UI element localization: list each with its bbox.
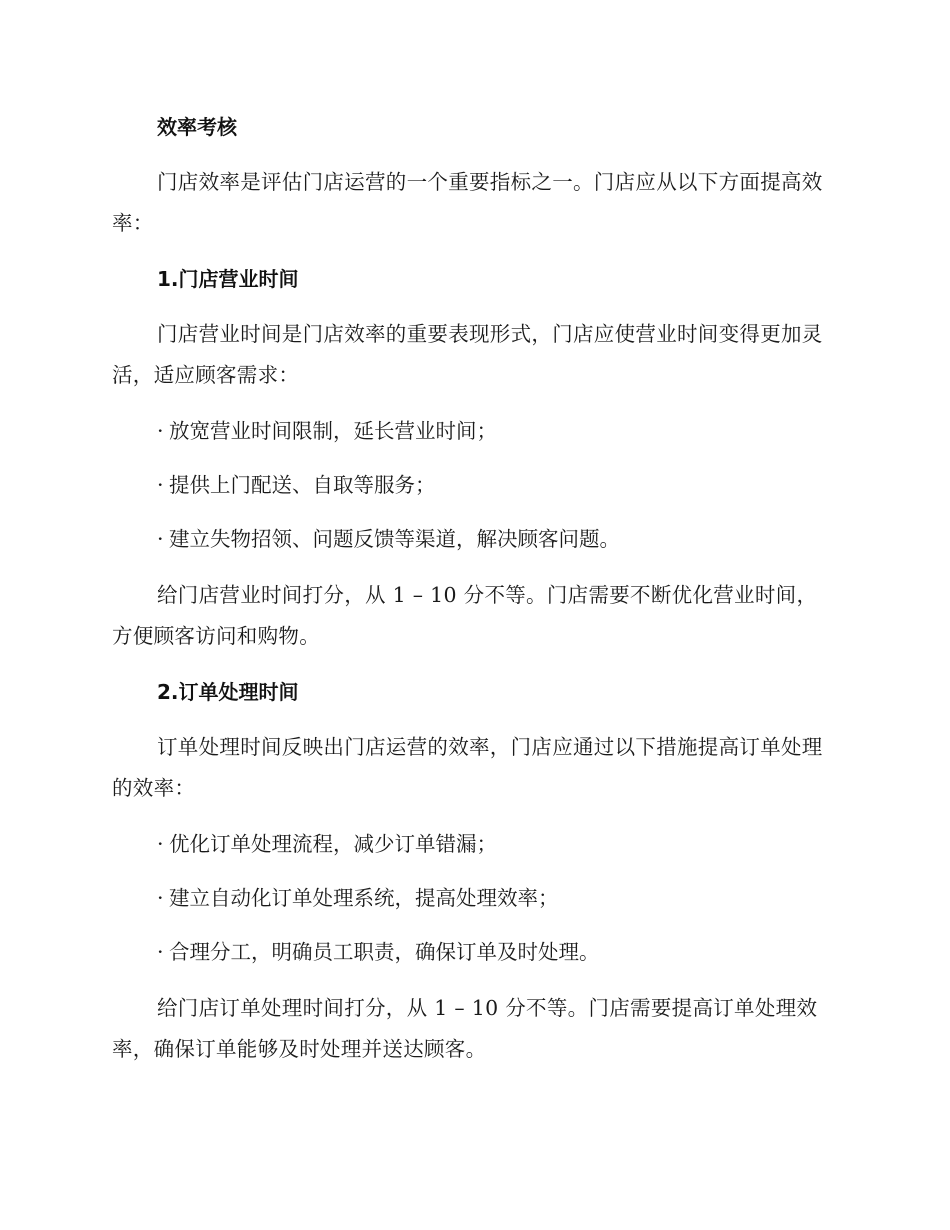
part2-description: 订单处理时间反映出门店运营的效率，门店应通过以下措施提高订单处理的效率： xyxy=(112,735,823,800)
list-item xyxy=(157,829,497,859)
list-item xyxy=(157,883,559,913)
bullet-icon: · xyxy=(157,940,164,964)
bullet-icon: · xyxy=(157,832,164,856)
list-item-text: 建立失物招领、问题反馈等渠道，解决顾客问题。 xyxy=(169,527,620,551)
list-item-text: 提供上门配送、自取等服务； xyxy=(169,473,436,497)
bullet-icon: · xyxy=(157,419,164,443)
section-title: 效率考核 xyxy=(157,115,237,139)
list-item-text: 放宽营业时间限制，延长营业时间； xyxy=(169,419,497,443)
list-item-text: 合理分工，明确员工职责，确保订单及时处理。 xyxy=(169,940,600,964)
part2-score-note: 给门店订单处理时间打分，从 1 – 10 分不等。门店需要提高订单处理效率，确保订单能够及时处理并送达顾客。 xyxy=(112,996,818,1061)
part1-heading: 1.门店营业时间 xyxy=(157,267,299,291)
bullet-icon: · xyxy=(157,473,164,497)
list-item-text: 建立自动化订单处理系统，提高处理效率； xyxy=(169,886,559,910)
list-item xyxy=(157,524,620,554)
bullet-icon: · xyxy=(157,886,164,910)
part1-description: 门店营业时间是门店效率的重要表现形式，门店应使营业时间变得更加灵活，适应顾客需求： xyxy=(112,322,823,387)
list-item xyxy=(157,470,436,500)
bullet-icon: · xyxy=(157,527,164,551)
part1-score-note: 给门店营业时间打分，从 1 – 10 分不等。门店需要不断优化营业时间，方便顾客访问和购物。 xyxy=(112,583,818,648)
list-item-text: 优化订单处理流程，减少订单错漏； xyxy=(169,832,497,856)
list-item xyxy=(157,416,497,446)
part2-heading: 2.订单处理时间 xyxy=(157,680,299,704)
list-item xyxy=(157,937,600,967)
intro-paragraph: 门店效率是评估门店运营的一个重要指标之一。门店应从以下方面提高效率： xyxy=(112,170,823,235)
